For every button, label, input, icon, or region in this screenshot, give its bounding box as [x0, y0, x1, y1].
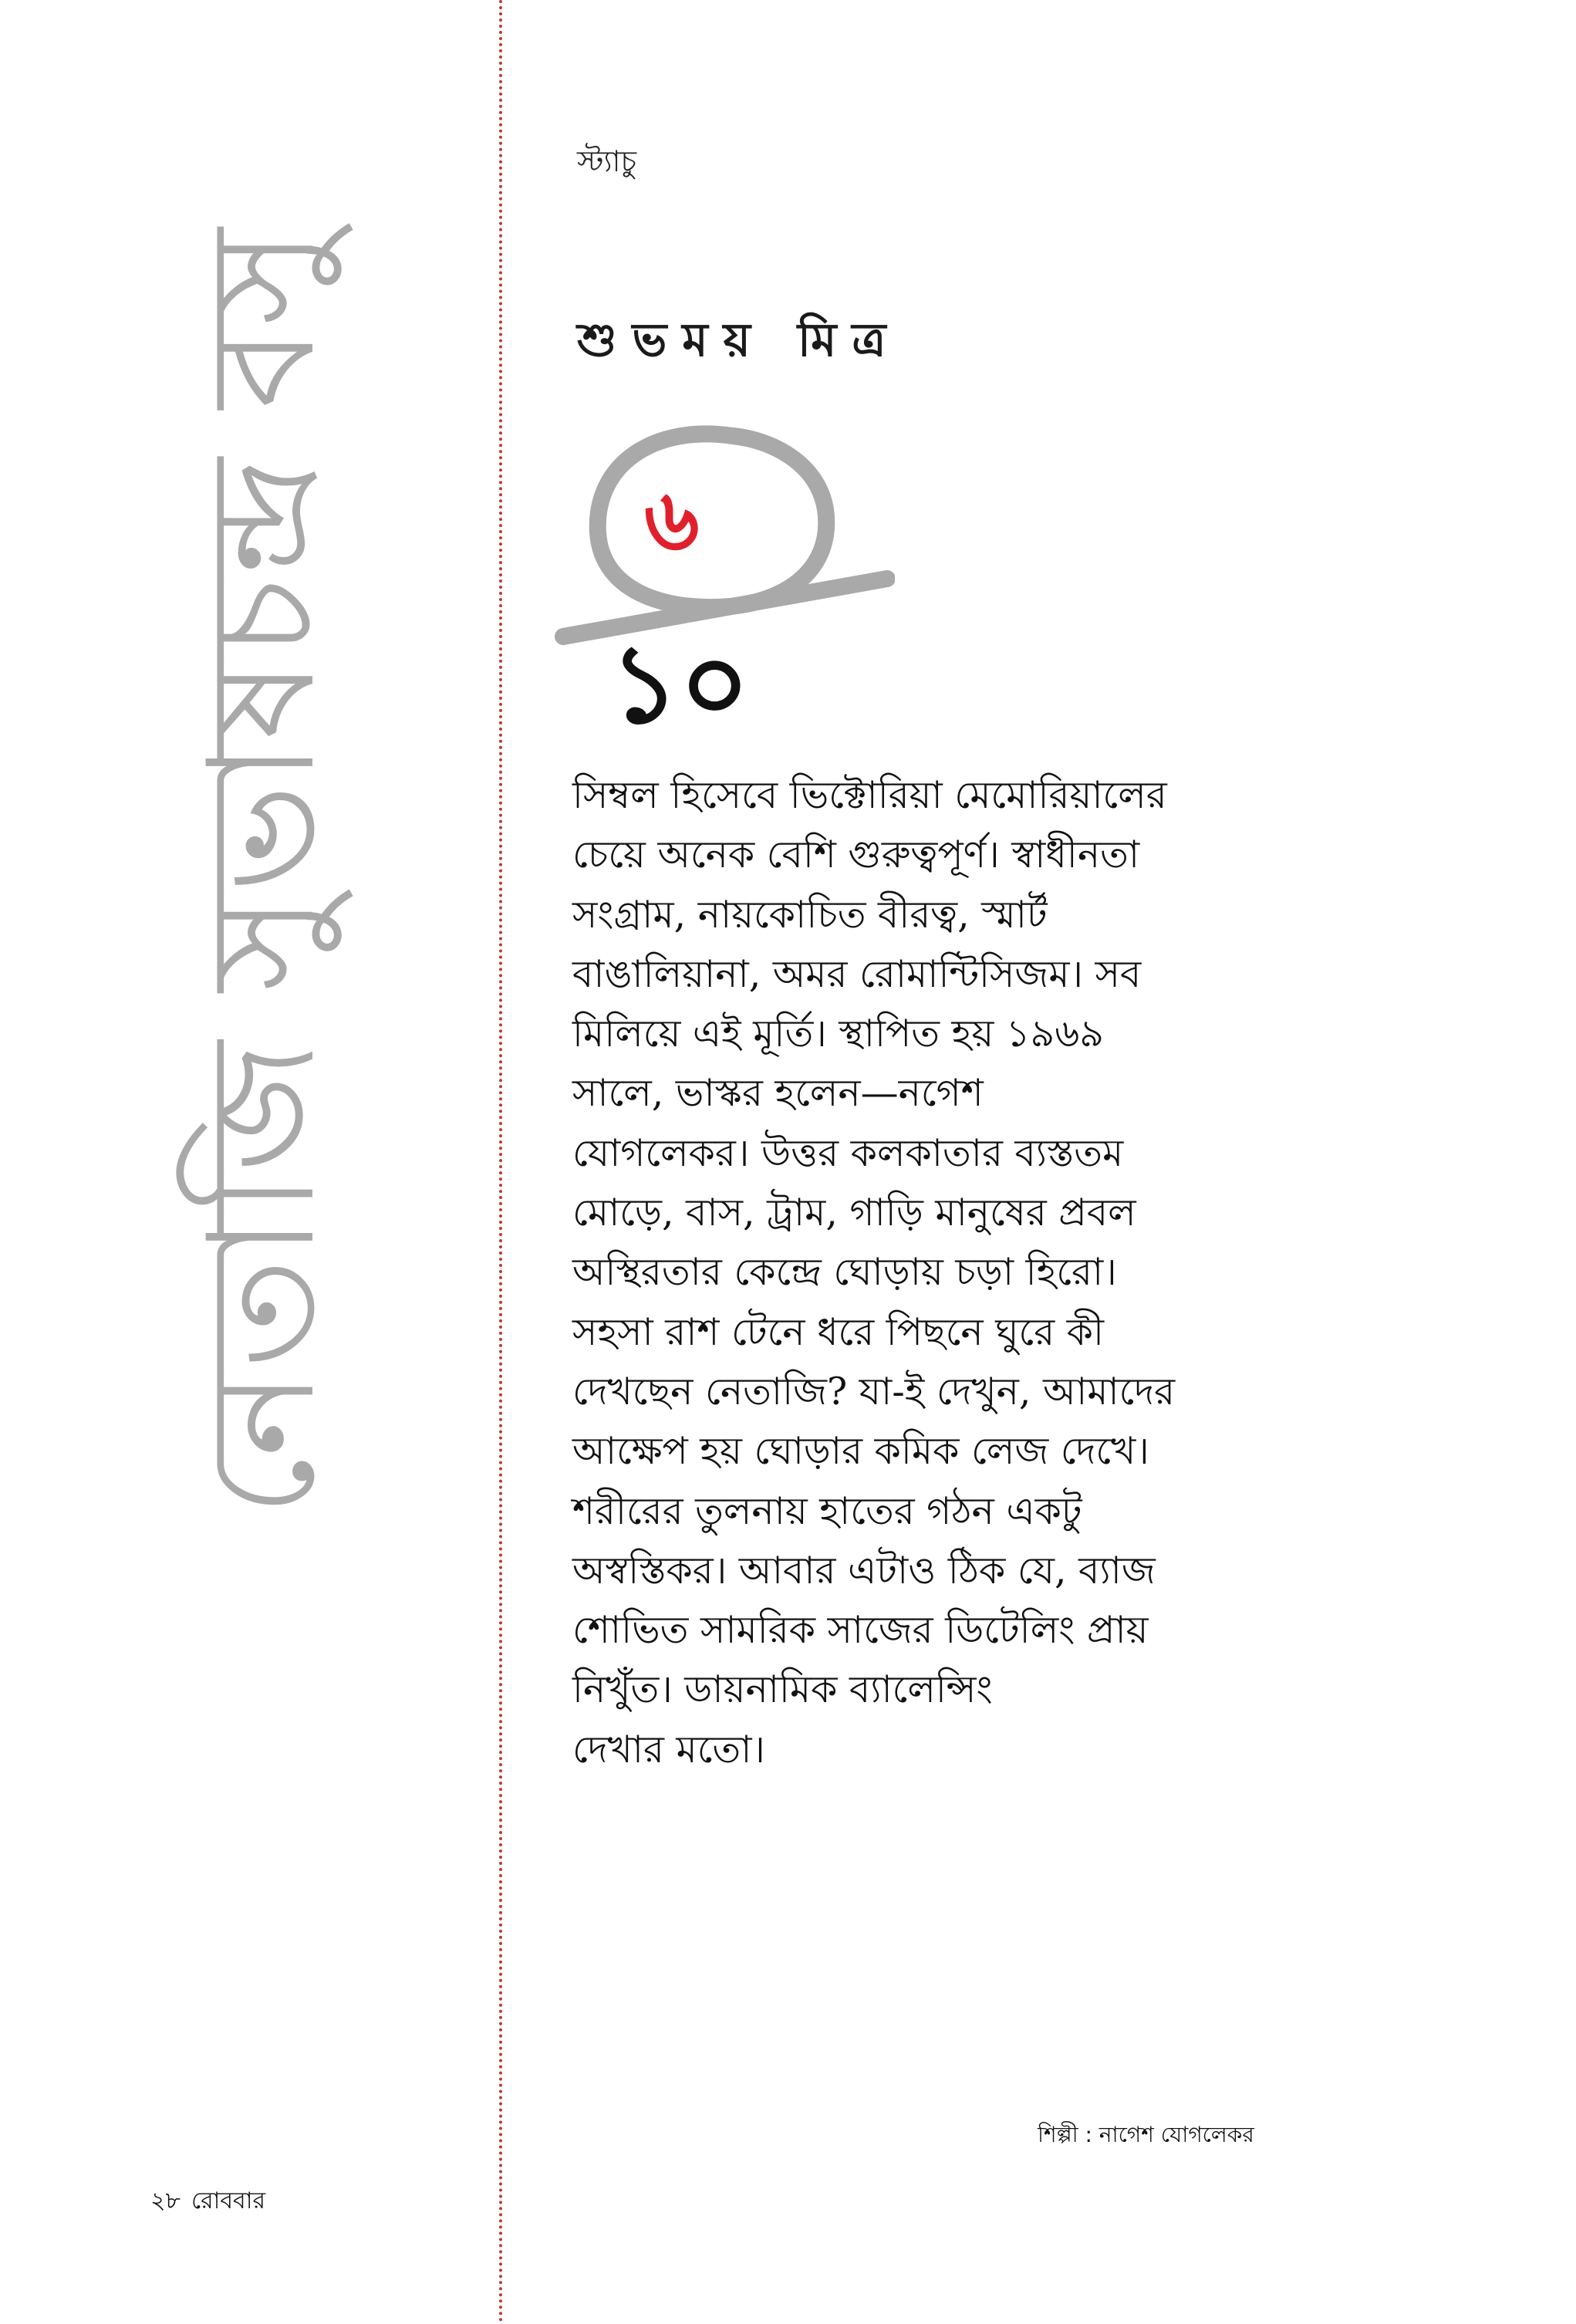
body-line: সহসা রাশ টেনে ধরে পিছনে ঘুরে কী — [572, 1309, 1105, 1354]
body-line: মোড়ে, বাস, ট্রাম, গাড়ি মানুষের প্রবল — [572, 1191, 1136, 1235]
body-line: শোভিত সামরিক সাজের ডিটেলিং প্রায় — [572, 1608, 1149, 1653]
page-number: ২৮ — [150, 2187, 181, 2214]
body-line: দেখছেন নেতাজি? যা-ই দেখুন, আমাদের — [572, 1369, 1176, 1414]
page-folio — [150, 2182, 276, 2221]
article-body — [572, 765, 1344, 1779]
rank-total: ১০ — [609, 622, 750, 748]
vertical-title: নেতাজি সুভাষচন্দ্র বসু — [177, 227, 347, 1517]
body-line: অস্থিরতার কেন্দ্রে ঘোড়ায় চড়া হিরো। — [572, 1250, 1117, 1295]
body-line: মিলিয়ে এই মূর্তি। স্থাপিত হয় ১৯৬৯ — [572, 1012, 1105, 1056]
body-line: সংগ্রাম, নায়কোচিত বীরত্ব, স্মার্ট — [572, 892, 1048, 937]
body-line: যোগলেকর। উত্তর কলকাতার ব্যস্ততম — [572, 1130, 1124, 1175]
section-label: স্ট্যাচু — [577, 144, 637, 178]
body-line: আক্ষেপ হয় ঘোড়ার কমিক লেজ দেখে। — [572, 1429, 1149, 1474]
body-line: অস্বস্তিকর। আবার এটাও ঠিক যে, ব্যাজ — [572, 1548, 1156, 1593]
body-line: শরীরের তুলনায় হাতের গঠন একটু — [572, 1488, 1082, 1533]
body-line: সালে, ভাস্কর হলেন—নগেশ — [572, 1071, 984, 1116]
dotted-column-divider — [499, 0, 502, 2324]
body-line: চেয়ে অনেক বেশি গুরুত্বপূর্ণ। স্বাধীনতা — [572, 833, 1140, 877]
publication-name: রোববার — [191, 2187, 265, 2214]
body-line: দেখার মতো। — [572, 1727, 765, 1772]
artist-credit: শিল্পী : নাগেশ যোগলেকর — [1038, 2122, 1254, 2147]
body-line: নিখুঁত। ডায়নামিক ব্যালেন্সিং — [572, 1667, 993, 1712]
body-line: সিম্বল হিসেবে ভিক্টোরিয়া মেমোরিয়ালের — [572, 773, 1167, 817]
author-byline: শুভময় মিত্র — [577, 313, 902, 367]
body-line: বাঙালিয়ানা, অমর রোমান্টিসিজম। সব — [572, 951, 1142, 996]
rank-number: ৬ — [644, 471, 700, 569]
